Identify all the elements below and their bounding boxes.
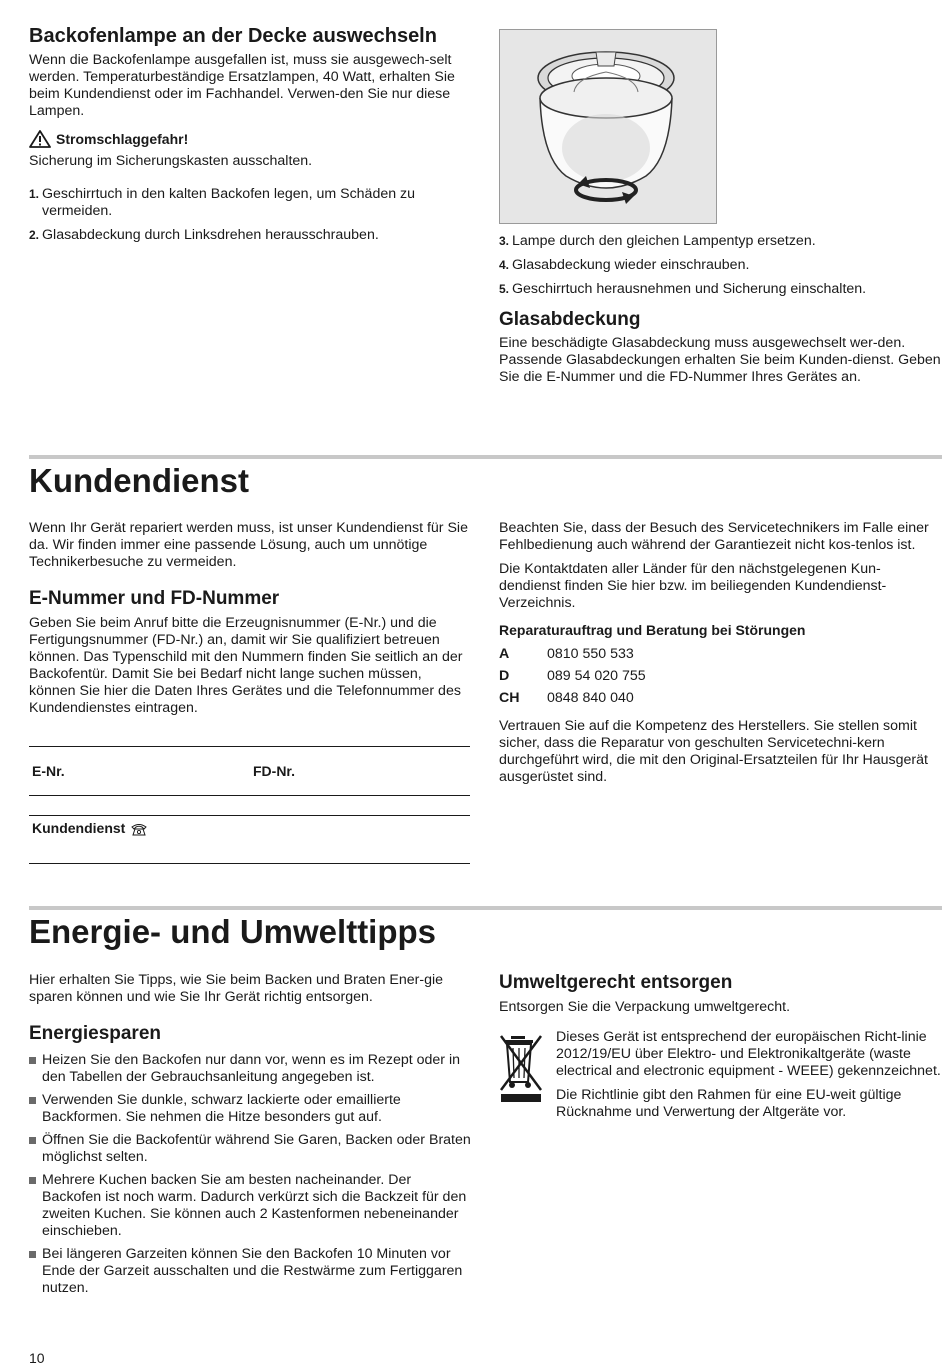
energy-right [499, 971, 942, 1023]
section-divider [29, 455, 942, 459]
step-text: Geschirrtuch herausnehmen und Sicherung einschalten. [512, 281, 867, 297]
step-number: 5. [499, 282, 510, 296]
fdnr-label: FD-Nr. [253, 763, 295, 779]
form-line [29, 815, 470, 816]
lamp-section-right [499, 233, 942, 393]
enr-text: Geben Sie beim Anruf bitte die Erzeugnisnummer (E-Nr.) und die Fertigungsnummer (FD-Nr.) an, damit wir Sie qualifiziert betreuen können. Das Typenschild mit den Nummern finden Sie seitlich an der Backofentür. Damit Sie bei Bedarf nicht lange suchen müssen, können Sie hier die Daten Ihres Gerätes und die Telefonnummer des Kundendienstes eintragen. [29, 615, 463, 716]
contact-row [499, 643, 942, 665]
step-number: 3. [499, 234, 510, 248]
entsorgen-text: Entsorgen Sie die Verpackung umweltgerecht. [499, 999, 791, 1015]
contact-title: Reparaturauftrag und Beratung bei Störungen [499, 622, 806, 638]
step-item [499, 233, 942, 250]
energy-intro: Hier erhalten Sie Tipps, wie Sie beim Backen und Braten Ener-gie sparen können und wie Sie Ihr Gerät richtig entsorgen. [29, 972, 444, 1005]
contact-country: D [499, 667, 510, 684]
kd-right [499, 520, 942, 793]
section-divider [29, 906, 942, 910]
weee-p1: Dieses Gerät ist entsprechend der europäischen Richt-linie 2012/19/EU über Elektro- und Elektronikaltgeräte (waste electrical and electronic equipment - WEEE) gekennzeichnet. [556, 1029, 941, 1079]
form-line [29, 746, 470, 747]
weee-p2: Die Richtlinie gibt den Rahmen für eine EU-weit gültige Rücknahme und Verwertung der Altgeräte vor. [556, 1087, 902, 1120]
step-item [499, 281, 942, 298]
step-number: 1. [29, 187, 40, 201]
step-text: Lampe durch den gleichen Lampentyp ersetzen. [512, 233, 816, 249]
form-line [29, 863, 470, 864]
page-number: 10 [29, 1350, 45, 1366]
kd-right-p2: Die Kontaktdaten aller Länder für den nächstgelegenen Kun-dendienst finden Sie hier bzw. im beiliegenden Kundendienst-Verzeichnis. [499, 561, 887, 611]
contact-phone: 0810 550 533 [547, 645, 634, 662]
kd-form-label [32, 820, 148, 837]
warning-label: Stromschlaggefahr! [56, 130, 189, 147]
step-text: Geschirrtuch in den kalten Backofen legen, um Schäden zu vermeiden. [42, 186, 416, 219]
enr-label: E-Nr. [32, 763, 65, 779]
contact-country: A [499, 645, 510, 662]
glas-text: Eine beschädigte Glasabdeckung muss ausgewechselt wer-den. Passende Glasabdeckungen erhalten Sie beim Kunden-dienst. Geben Sie die E-Nummer und die FD-Nummer Ihres Gerätes an. [499, 335, 941, 385]
tip-item: Öffnen Sie die Backofentür während Sie Garen, Backen oder Braten möglichst selten. [29, 1132, 471, 1166]
tips-list [29, 1052, 471, 1297]
step-number: 4. [499, 258, 510, 272]
warning-heading [29, 130, 471, 148]
glas-title: Glasabdeckung [499, 309, 641, 330]
step-number: 2. [29, 228, 40, 242]
lamp-title: Backofenlampe an der Decke auswechseln [29, 25, 437, 47]
kd-intro: Wenn Ihr Gerät repariert werden muss, ist unser Kundendienst für Sie da. Wir finden immer eine passende Lösung, auch um unnötige Technikerbesuche zu vermeiden. [29, 520, 468, 570]
phone-icon [130, 822, 148, 836]
entsorgen-title: Umweltgerecht entsorgen [499, 972, 733, 993]
tip-item: Verwenden Sie dunkle, schwarz lackierte oder emaillierte Backformen. Sie nehmen die Hitze besonders gut auf. [29, 1092, 471, 1126]
kd-title: Kundendienst [29, 462, 249, 499]
step-item [29, 186, 471, 220]
weee-text [556, 1029, 942, 1128]
contact-row [499, 665, 942, 687]
tip-item: Heizen Sie den Backofen nur dann vor, wenn es im Rezept oder in den Tabellen der Gebrauchsanleitung angegeben ist. [29, 1052, 471, 1086]
lamp-drawing [500, 30, 716, 223]
sparen-title: Energiesparen [29, 1023, 161, 1044]
contact-table [499, 643, 942, 709]
step-item [29, 227, 471, 244]
enr-title: E-Nummer und FD-Nummer [29, 588, 280, 609]
tip-item: Mehrere Kuchen backen Sie am besten nacheinander. Der Backofen ist noch warm. Dadurch verkürzt sich die Backzeit für den zweiten Kuchen. Sie können auch 2 Kastenformen nebeneinander einschieben. [29, 1172, 471, 1240]
warning-text: Sicherung im Sicherungskasten ausschalten. [29, 153, 313, 169]
energy-title: Energie- und Umwelttipps [29, 913, 437, 950]
kd-right-p3: Vertrauen Sie auf die Kompetenz des Herstellers. Sie stellen somit sicher, dass die Reparatur von geschulten Servicetechni-kern durchgeführt wird, die mit den Original-Ersatzteilen für Ihr Hausgerät ausgerüstet sind. [499, 718, 928, 785]
kd-right-p1: Beachten Sie, dass der Besuch des Servicetechnikers im Falle einer Fehlbedienung auch während der Garantiezeit nicht kos-tenlos ist. [499, 520, 929, 553]
kd-left [29, 520, 471, 724]
step-text: Glasabdeckung wieder einschrauben. [512, 257, 750, 273]
contact-phone: 089 54 020 755 [547, 667, 646, 684]
contact-country: CH [499, 689, 520, 706]
steps-list-right [499, 233, 942, 298]
form-line [29, 795, 470, 796]
lamp-illustration [499, 29, 717, 224]
warning-triangle-icon [29, 130, 51, 148]
kd-label-text: Kundendienst [32, 820, 126, 836]
energy-left [29, 972, 471, 1303]
steps-list-left [29, 186, 471, 244]
lamp-intro: Wenn die Backofenlampe ausgefallen ist, muss sie ausgewech-selt werden. Temperaturbeständige Ersatzlampen, 40 Watt, erhalten Sie beim Kundendienst oder im Fachhandel. Verwen-den Sie nur diese Lampen. [29, 52, 455, 119]
step-text: Glasabdeckung durch Linksdrehen herausschrauben. [42, 227, 379, 243]
contact-phone: 0848 840 040 [547, 689, 634, 706]
weee-bin-icon [499, 1032, 545, 1104]
contact-row [499, 687, 942, 709]
lamp-section-left [29, 24, 471, 251]
step-item [499, 257, 942, 274]
tip-item: Bei längeren Garzeiten können Sie den Backofen 10 Minuten vor Ende der Garzeit ausschalten und die Restwärme zum Fertiggaren nutzen. [29, 1246, 471, 1297]
